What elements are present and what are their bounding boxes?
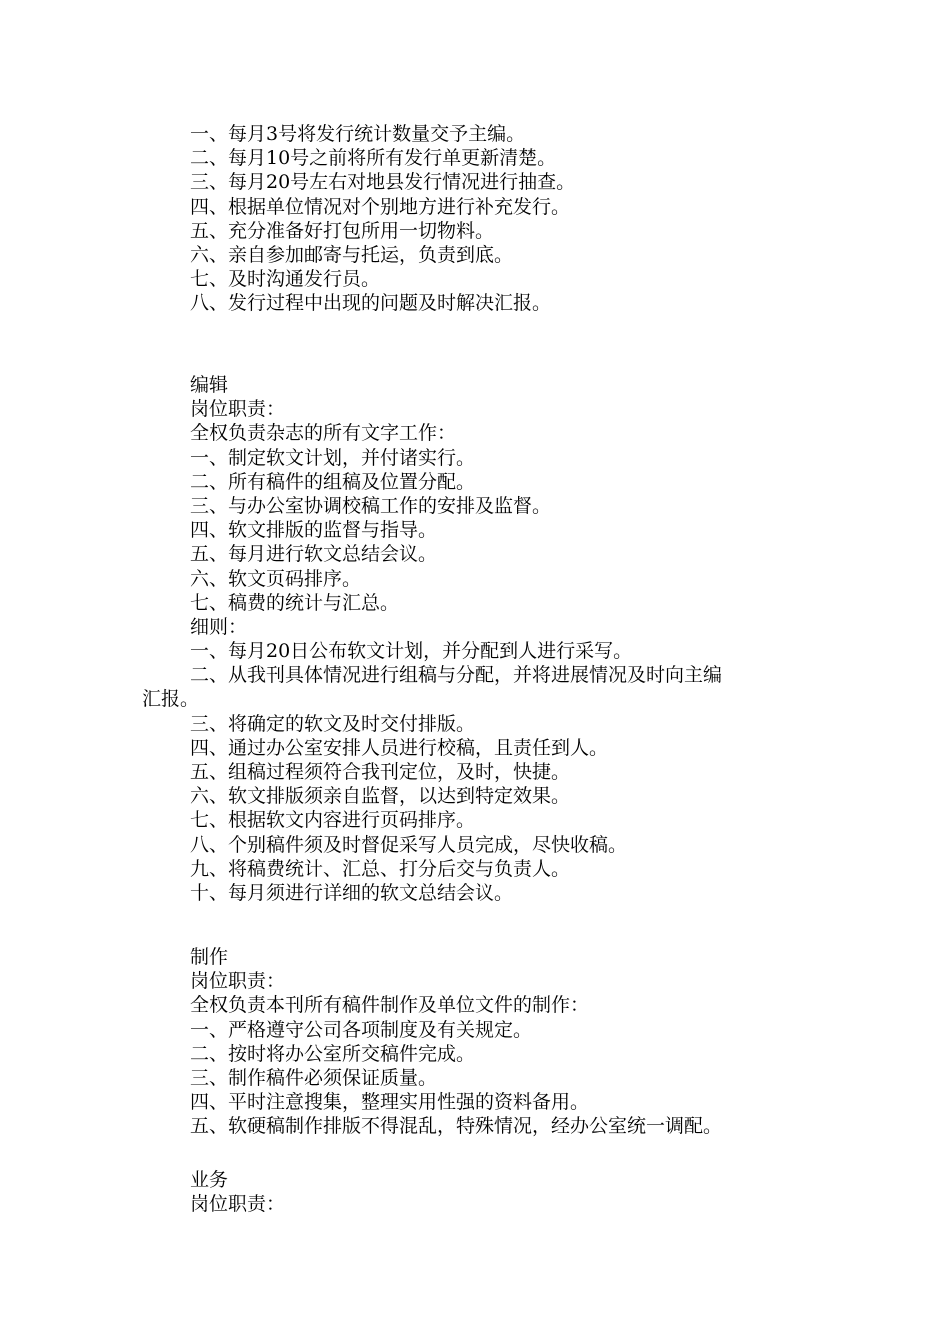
list-item: 三、每月20号左右对地县发行情况进行抽查。 xyxy=(190,171,576,194)
section-title: 业务 xyxy=(190,1169,229,1191)
section-title: 制作 xyxy=(190,946,229,968)
list-item: 一、每月20日公布软文计划，并分配到人进行采写。 xyxy=(190,640,633,663)
list-item: 三、与办公室协调校稿工作的安排及监督。 xyxy=(190,494,552,517)
list-item: 二、每月10号之前将所有发行单更新清楚。 xyxy=(190,147,557,170)
list-item: 五、充分准备好打包所用一切物料。 xyxy=(190,219,495,242)
list-item: 五、组稿过程须符合我刊定位，及时，快捷。 xyxy=(190,761,571,783)
duties-label: 岗位职责： xyxy=(190,1193,286,1216)
list-item-continuation: 汇报。 xyxy=(142,688,200,711)
list-item: 五、每月进行软文总结会议。 xyxy=(190,543,438,566)
issuance-steps-list xyxy=(142,122,817,316)
list-item: 七、根据软文内容进行页码排序。 xyxy=(190,809,476,832)
list-item: 五、软硬稿制作排版不得混乱，特殊情况，经办公室统一调配。 xyxy=(190,1115,723,1138)
list-item: 一、制定软文计划，并付诸实行。 xyxy=(190,446,476,469)
list-item: 八、发行过程中出现的问题及时解决汇报。 xyxy=(190,292,552,315)
list-item: 七、及时沟通发行员。 xyxy=(190,268,381,291)
duties-label: 岗位职责： xyxy=(190,398,286,421)
list-item: 二、所有稿件的组稿及位置分配。 xyxy=(190,470,476,493)
section-intro: 全权负责本刊所有稿件制作及单位文件的制作： xyxy=(190,994,590,1017)
production-section xyxy=(142,945,817,1139)
list-item: 八、个别稿件须及时督促采写人员完成，尽快收稿。 xyxy=(190,833,628,856)
list-item: 九、将稿费统计、汇总、打分后交与负责人。 xyxy=(190,857,571,880)
business-section xyxy=(142,1168,817,1216)
section-intro: 全权负责杂志的所有文字工作： xyxy=(190,422,457,445)
list-item: 十、每月须进行详细的软文总结会议。 xyxy=(190,881,514,904)
list-item: 六、软文页码排序。 xyxy=(190,567,362,590)
list-item: 四、根据单位情况对个别地方进行补充发行。 xyxy=(190,195,571,218)
list-item: 一、每月3号将发行统计数量交予主编。 xyxy=(190,123,526,145)
section-title: 编辑 xyxy=(190,374,229,396)
list-item: 六、亲自参加邮寄与托运，负责到底。 xyxy=(190,243,514,266)
list-item: 一、严格遵守公司各项制度及有关规定。 xyxy=(190,1018,533,1041)
list-item: 二、从我刊具体情况进行组稿与分配，并将进展情况及时向主编 xyxy=(190,664,723,687)
list-item: 七、稿费的统计与汇总。 xyxy=(190,591,400,614)
list-item: 六、软文排版须亲自监督，以达到特定效果。 xyxy=(190,785,571,808)
list-item: 三、制作稿件必须保证质量。 xyxy=(190,1066,438,1089)
list-item: 四、软文排版的监督与指导。 xyxy=(190,519,438,542)
editor-section xyxy=(142,373,817,905)
list-item: 四、平时注意搜集，整理实用性强的资料备用。 xyxy=(190,1091,590,1114)
rules-label: 细则： xyxy=(190,615,248,638)
list-item: 三、将确定的软文及时交付排版。 xyxy=(190,712,476,735)
duties-label: 岗位职责： xyxy=(190,970,286,993)
list-item: 二、按时将办公室所交稿件完成。 xyxy=(190,1042,476,1065)
list-item: 四、通过办公室安排人员进行校稿，且责任到人。 xyxy=(190,736,609,759)
